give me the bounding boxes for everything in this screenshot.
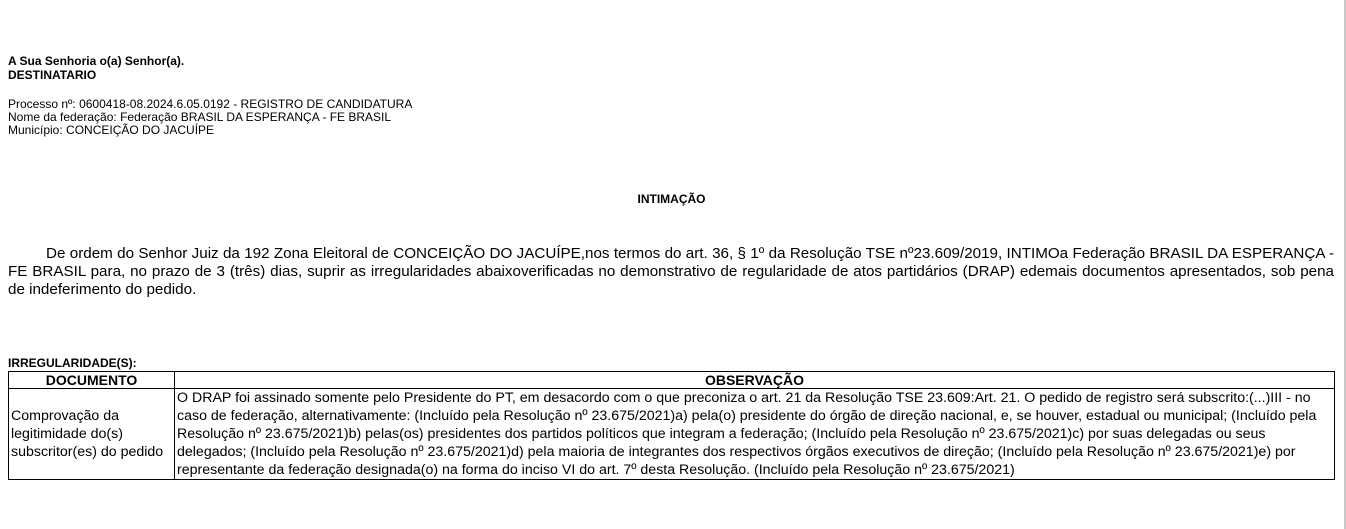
row-observation: O DRAP foi assinado somente pelo Presidente do PT, em desacordo com o que preconiza o art. 21 da Resolução TSE 23.609:Art. 21. O pedido de registro será subscrito:(...)III - no caso de federação, alternativamente: (Incluído pela Resolução nº 23.675/2021)a) pela(o) presidente do órgão de direção nacional, e, se houver, estadual ou municipal; (Incluído pela Resolução nº 23.675/2021)b) pelas(os) presidentes dos partidos políticos que integram a federação; (Incluído pela Resolução nº 23.675/2021)c) por suas delegadas ou seus delegados; (Incluído pela Resolução nº 23.675/2021)d) pela maioria de integrantes dos respectivos órgãos executivos de direção; (Incluído pela Resolução nº 23.675/2021)e) por representante da federação designada(o) na forma do inciso VI do art. 7º desta Resolução. (Incluído pela Resolução nº 23.675/2021) [175, 389, 1335, 480]
municipality: Município: CONCEIÇÃO DO JACUÍPE [8, 123, 215, 137]
header-document: DOCUMENTO [9, 372, 175, 389]
header-observation: OBSERVAÇÃO [175, 372, 1335, 389]
process-number: Processo nº: 0600418-08.2024.6.05.0192 - REGISTRO DE CANDIDATURA [8, 97, 413, 111]
irregularities-table [8, 371, 1335, 480]
irregularities-label: IRREGULARIDADE(S): [8, 356, 137, 370]
recipient-block [8, 54, 184, 82]
process-info [8, 98, 412, 137]
federation-name: Nome da federação: Federação BRASIL DA ESPERANÇA - FE BRASIL [8, 110, 392, 124]
table-header-row [9, 372, 1335, 389]
recipient-name: DESTINATARIO [8, 68, 97, 82]
recipient-salutation: A Sua Senhoria o(a) Senhor(a). [8, 54, 185, 68]
row-document: Comprovação da legitimidade do(s) subscritor(es) do pedido [9, 389, 175, 480]
notice-body: De ordem do Senhor Juiz da 192 Zona Eleitoral de CONCEIÇÃO DO JACUÍPE,nos termos do art. 36, § 1º da Resolução TSE nº23.609/2019, INTIMOa Federação BRASIL DA ESPERANÇA - FE BRASIL para, no prazo de 3 (três) dias, suprir as irregularidades abaixoverificadas no demonstrativo de regularidade de atos partidários (DRAP) edemais documentos apresentados, sob pena de indeferimento do pedido. [8, 245, 1334, 298]
document-title: INTIMAÇÃO [637, 192, 706, 206]
table-row [9, 389, 1335, 480]
